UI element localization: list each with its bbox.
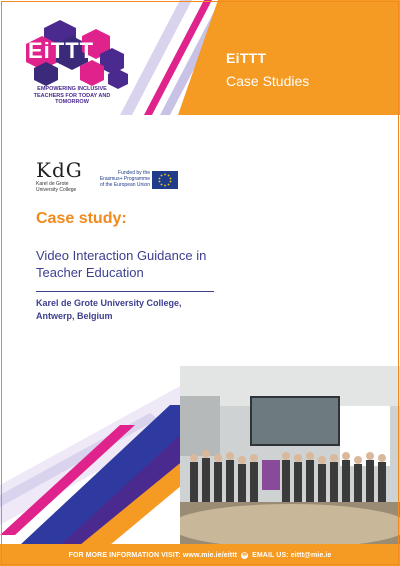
logo-tagline: EMPOWERING INCLUSIVE TEACHERS FOR TODAY AND TOMORROW [33, 86, 111, 105]
group-photo [180, 366, 400, 544]
footer-bar [0, 544, 400, 566]
header-subtitle: Case Studies [226, 73, 310, 89]
institution-name: Karel de Grote University College, Antwerp, Belgium [36, 298, 182, 321]
header-title: EiTTT [226, 50, 267, 66]
kdg-name: Karel de Grote University College [36, 181, 77, 193]
case-study-title: Video Interaction Guidance in Teacher Education [36, 248, 207, 280]
eu-flag-icon [152, 171, 178, 189]
kdg-logo: KdG [36, 158, 83, 182]
divider [36, 291, 214, 292]
more-info-text: FOR MORE INFORMATION VISIT: www.mie.ie/eittt [68, 551, 238, 559]
case-study-heading: Case study: [36, 210, 127, 227]
logo-wordmark: EiTTT [28, 38, 95, 63]
eu-funding-text: Funded by the Erasmus+ Programme of the European Union [99, 170, 150, 188]
mail-icon: ✉ [242, 551, 247, 558]
email-text: EMAIL US: eittt@mie.ie [252, 551, 332, 559]
bottom-stripes-graphic [0, 375, 200, 545]
